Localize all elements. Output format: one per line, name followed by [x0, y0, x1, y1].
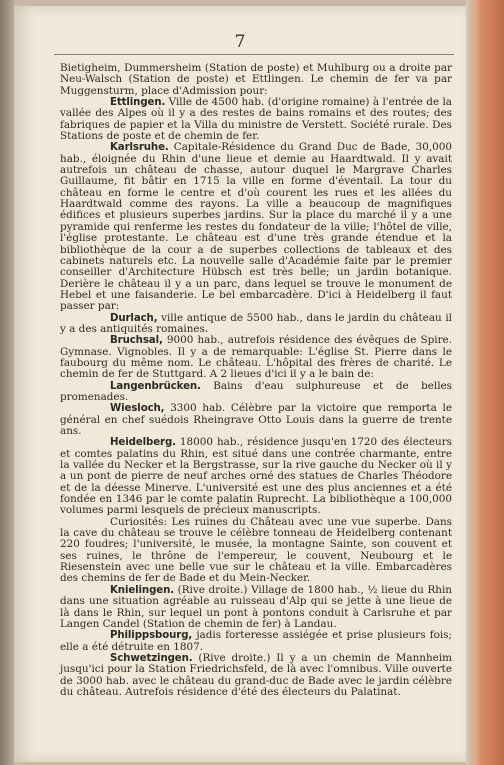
paragraph-text: (Rive droite.) Village de 1800 hab., ½ lieue du Rhin dans une situation agréable au ruisseau d'Alp qui se jette à une lieue de là dans le Rhin, sur lequel un pont à pontons conduit à Carlsruhe et par Langen Candel (Station de chemin de fer) à Landau.: [60, 583, 452, 630]
paragraph-text: jadis forteresse assiégée et prise plusieurs fois; elle a été détruite en 1807.: [60, 629, 452, 653]
paragraph-text: Bains d'eau sulphureuse et de belles promenades.: [60, 379, 452, 403]
paragraph: [60, 653, 452, 698]
paragraph: [60, 630, 452, 653]
place-name: Schwetzingen.: [110, 652, 193, 664]
place-name: Heidelberg.: [110, 437, 176, 449]
header-rule: [54, 54, 454, 55]
place-name: Knielingen.: [110, 584, 175, 596]
paragraph-text: Ville de 4500 hab. (d'origine romaine) à l'entrée de la vallée des Alpes où il y a des restes de bains romains et des routes; des fabriques de papier et la Villa du ministre de Verstett. Société rurale. Des Stations de poste et de chemin de fer.: [60, 96, 452, 143]
paragraph: [60, 313, 452, 336]
paragraph-text: 18000 hab., résidence jusqu'en 1720 des électeurs et comtes palatins du Rhin, est situé dans une contrée charmante, entre la vallée du Necker et la Bergstrasse, sur la rive gauche du Necker où il y a un pont de pierre de neuf arches orné des statues de Charles Théodore et de la déesse Minerve. L'université est une des plus anciennes et a été fondée en 1346 par le comte palatin Ruprecht. La bibliothèque a 100,000 volumes parmi lesquels de précieux manuscripts.: [60, 436, 452, 517]
place-name: Langenbrücken.: [110, 380, 201, 392]
paragraph: [60, 381, 452, 404]
page-number: 7: [234, 32, 246, 52]
place-name: Ettlingen.: [110, 97, 166, 109]
paragraph-text: 3300 hab. Célèbre par la victoire que remporta le général en chef suédois Rheingrave Otto Louis dans la guerre de trente ans.: [60, 402, 452, 437]
page-text: [60, 63, 452, 698]
book-gutter: [0, 0, 14, 765]
paragraph: [60, 63, 452, 97]
paragraph-text: (Rive droite.) Il y a un chemin de Mannheim jusqu'ici pour la Station Friedrichsfeld, de là avec l'omnibus. Ville ouverte de 3000 hab. avec le château du grand-duc de Bade avec le jardin célèbre du château. Autrefois résidence d'été des électeurs du Palatinat.: [60, 651, 452, 698]
paragraph: [60, 517, 452, 585]
book-page: [14, 6, 466, 762]
paragraph: [60, 585, 452, 630]
place-name: Bruchsal,: [110, 335, 163, 347]
paragraph-text: 9000 hab., autrefois résidence des évêques de Spire. Gymnase. Vignobles. Il y a de remarquable: L'église St. Pierre dans le faubourg du même nom. Le château. L'hôpital des frères de charité. Le chemin de fer de Stuttgard. A 2 lieues d'ici il y a le bain de:: [60, 334, 452, 381]
paragraph-text: Curiosités: Les ruines du Château avec une vue superbe. Dans la cave du château se trouve le célèbre tonneau de Heidelberg contenant 220 foudres; l'université, le musée, la montagne Sainte, son couvent et ses ruines, le thrône de l'empereur, le couvent, Neubourg et le Riesenstein avec une belle vue sur le château et la ville. Embarcadères des chemins de fer de Bade et du Mein-Necker.: [60, 515, 452, 585]
book-cover-edge: [466, 0, 504, 765]
place-name: Philippsbourg,: [110, 630, 193, 642]
place-name: Wiesloch,: [110, 403, 165, 415]
paragraph: [60, 335, 452, 380]
paragraph: [60, 403, 452, 437]
place-name: Durlach,: [110, 312, 158, 324]
paragraph-text: Bietigheim, Dummersheim (Station de poste) et Muhlburg ou a droite par Neu-Walsch (Station de poste) et Ettlingen. Le chemin de fer va par Muggensturm, place d'Admission pour:: [60, 62, 452, 97]
paragraph: [60, 437, 452, 516]
place-name: Karlsruhe.: [110, 142, 169, 154]
paragraph-text: Capitale-Résidence du Grand Duc de Bade, 30,000 hab., éloignée du Rhin d'une lieue et demie au Haardtwald. Il y avait autrefois un château de chasse, autour duquel le Margrave Charles Guillaume, fit bâtir en 1715 la ville en forme d'éventail. La tour du château en forme le centre et d'où courent les rues et les allées du Haardtwald comme des rayons. La ville a beaucoup de magnifiques édifices et plusieurs superbes jardins. Sur la place du marché il y a une pyramide qui renferme les restes du fondateur de la ville; l'hôtel de ville, l'église protestante. Le château est d'une très grande étendue et la bibliothèque de la cour a de superbes collections de tableaux et des cabinets naturels etc. La nouvelle salle d'Académie faite par le premier conseiller d'Architecture Hübsch est très belle; un jardin botanique. Derière le château il y a un parc, dans lequel se trouve le monument de Hebel et une faisanderie. Le bel embarcadère. D'ici à Heidelberg il faut passer par:: [60, 141, 452, 313]
paragraph: [60, 142, 452, 312]
paragraph: [60, 97, 452, 142]
paragraph-text: ville antique de 5500 hab., dans le jardin du château il y a des antiquités romaines.: [60, 311, 452, 335]
